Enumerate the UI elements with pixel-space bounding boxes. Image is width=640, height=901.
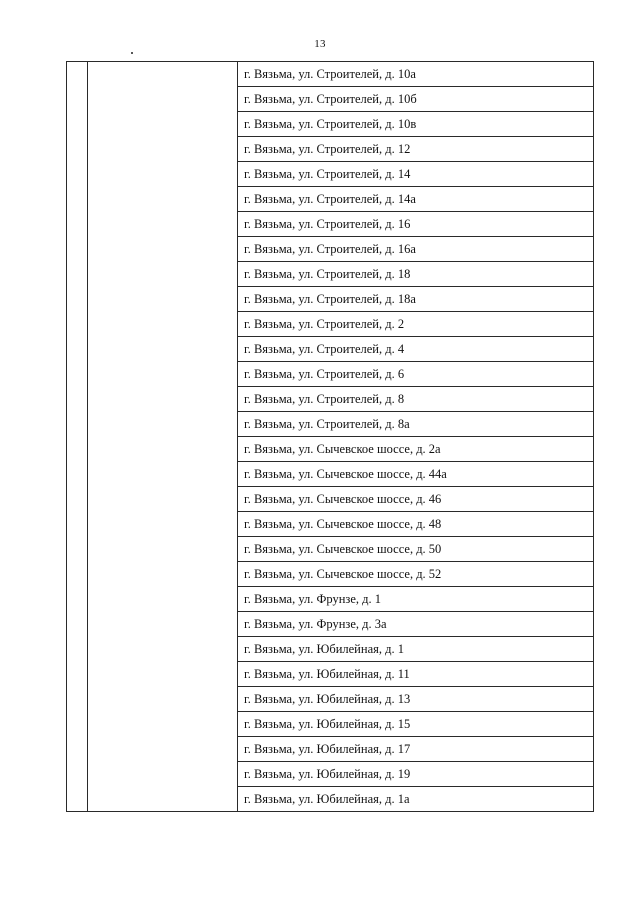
settlement-column-cell — [88, 62, 238, 812]
number-column-cell — [67, 62, 88, 812]
address-cell: г. Вязьма, ул. Юбилейная, д. 19 — [238, 762, 594, 787]
address-cell: г. Вязьма, ул. Сычевское шоссе, д. 46 — [238, 487, 594, 512]
address-cell: г. Вязьма, ул. Сычевское шоссе, д. 52 — [238, 562, 594, 587]
address-cell: г. Вязьма, ул. Строителей, д. 10а — [238, 62, 594, 87]
address-cell: г. Вязьма, ул. Строителей, д. 8а — [238, 412, 594, 437]
address-cell: г. Вязьма, ул. Строителей, д. 14а — [238, 187, 594, 212]
address-cell: г. Вязьма, ул. Строителей, д. 10б — [238, 87, 594, 112]
address-cell: г. Вязьма, ул. Юбилейная, д. 15 — [238, 712, 594, 737]
address-cell: г. Вязьма, ул. Строителей, д. 18а — [238, 287, 594, 312]
address-cell: г. Вязьма, ул. Юбилейная, д. 1 — [238, 637, 594, 662]
address-cell: г. Вязьма, ул. Юбилейная, д. 1а — [238, 787, 594, 812]
address-cell: г. Вязьма, ул. Строителей, д. 6 — [238, 362, 594, 387]
address-cell: г. Вязьма, ул. Юбилейная, д. 13 — [238, 687, 594, 712]
address-cell: г. Вязьма, ул. Сычевское шоссе, д. 48 — [238, 512, 594, 537]
address-cell: г. Вязьма, ул. Строителей, д. 16а — [238, 237, 594, 262]
address-cell: г. Вязьма, ул. Сычевское шоссе, д. 2а — [238, 437, 594, 462]
address-cell: г. Вязьма, ул. Строителей, д. 10в — [238, 112, 594, 137]
address-cell: г. Вязьма, ул. Строителей, д. 14 — [238, 162, 594, 187]
scan-speck — [131, 52, 133, 54]
address-cell: г. Вязьма, ул. Юбилейная, д. 17 — [238, 737, 594, 762]
address-cell: г. Вязьма, ул. Строителей, д. 4 — [238, 337, 594, 362]
address-cell: г. Вязьма, ул. Юбилейная, д. 11 — [238, 662, 594, 687]
address-cell: г. Вязьма, ул. Сычевское шоссе, д. 44а — [238, 462, 594, 487]
address-cell: г. Вязьма, ул. Строителей, д. 16 — [238, 212, 594, 237]
address-cell: г. Вязьма, ул. Сычевское шоссе, д. 50 — [238, 537, 594, 562]
address-cell: г. Вязьма, ул. Фрунзе, д. 1 — [238, 587, 594, 612]
address-cell: г. Вязьма, ул. Фрунзе, д. 3а — [238, 612, 594, 637]
address-cell: г. Вязьма, ул. Строителей, д. 2 — [238, 312, 594, 337]
address-table — [66, 61, 594, 812]
page-number: 13 — [314, 38, 326, 50]
address-cell: г. Вязьма, ул. Строителей, д. 8 — [238, 387, 594, 412]
address-table-body — [67, 62, 594, 812]
address-cell: г. Вязьма, ул. Строителей, д. 12 — [238, 137, 594, 162]
table-row — [67, 62, 594, 87]
address-cell: г. Вязьма, ул. Строителей, д. 18 — [238, 262, 594, 287]
